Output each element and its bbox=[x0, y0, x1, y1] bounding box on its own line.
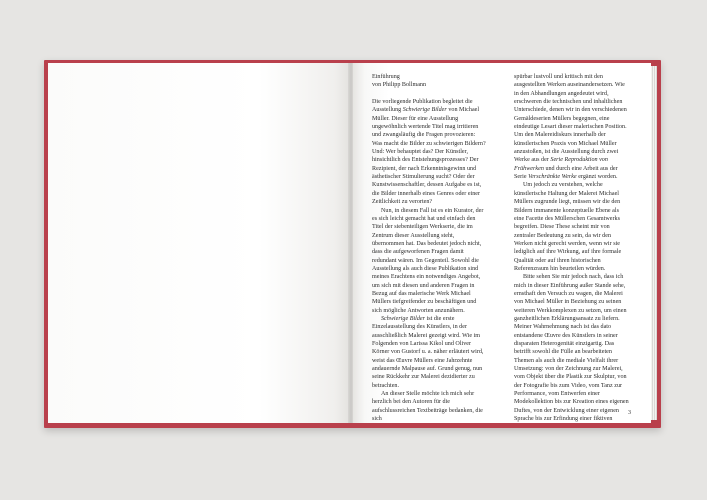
series-title: Serie Reproduktion von Frühwerken bbox=[514, 157, 608, 172]
exhibition-title: Schwierige Bilder bbox=[381, 315, 426, 322]
paragraph: An dieser Stelle möchte ich mich sehr herzlich bei den Autoren für die aufschlussreichen Textbeiträge bedanken, die sich bbox=[372, 391, 483, 423]
heading-author: von Philipp Bollmann bbox=[372, 82, 427, 89]
text-column-left bbox=[372, 73, 487, 423]
series-title: Verschränkte Werke bbox=[528, 174, 577, 181]
page-number: 3 bbox=[628, 410, 631, 416]
paragraph: Bitte sehen Sie mir jedoch nach, dass ich mich in dieser Einführung außer Stande sehe, ernsthaft den Versuch zu wagen, die Malerei von Michael Müller in Beziehung zu seinen weiteren Werkkomplexen zu setzen, um einen ganzheitlichen Erklärungsansatz zu liefern. Meiner Wahrnehmung nach ist das dato entstandene Œuvre des Künstlers in seiner disparaten Heterogenität einzigartig. Das betrifft sowohl die Fülle an bearbeiteten Themen als auch die mediale Vielfalt ihrer Umsetzung: von der Zeichnung zur Malerei, vom Objekt über die Plastik zur Skulptur, von der Fotografie bis zum Video, vom Tanz zur Performance, vom Entwerfen einer Modekollektion bis zur Kreation eines eigenen Duftes, von der Entwicklung einer eigenen Sprache bis zur Erfindung einer fiktiven bbox=[514, 274, 629, 423]
paragraph: Schwierige Bilder ist die erste Einzelausstellung des Künstlers, in der ausschließlich Malerei gezeigt wird. Wie im Folgenden von Larissa Kikol und Oliver Körner von Gustorf u. a. näher erläutert wird, weist das Œuvre Müllers eine Jahrzehnte andauernde Malpause auf. Grund genug, nun seine Rückkehr zur Malerei dezidierter zu betrachten. bbox=[372, 315, 484, 389]
paragraph: Die vorliegende Publikation begleitet die Ausstellung Schwierige Bilder von Michael Müller. Dieser für eine Ausstellung ungewöhnlich wertende Titel mag irritieren und zwangsläufig die Fragen provozieren: Was macht die Bilder zu schwierigen Bildern? Und: Wer behauptet das? Der Künstler, hinsichtlich des Entstehungsprozesses? Der Rezipient, der nach Erkenntnisgewinn und ästhetischer Stimulierung sucht? Oder der Kunstwissenschaftler, dessen Aufgabe es ist, die Bilder innerhalb eines Genres oder einer Zeitlichkeit zu verorten? bbox=[372, 99, 486, 206]
paragraph: spürbar lustvoll und kritisch mit den ausgestellten Werken auseinandersetzen. Wie in den Abhandlungen angedeutet wird, erschweren die technischen und inhaltlichen Unterschiede, denen wir in den verschiedenen Gemäldeserien Müllers begegnen, eine eindeutige Lesart dieser malerischen Position. Um den Malereidiskurs innerhalb der künstlerischen Praxis von Michael Müller anzustoßen, ist die Ausstellung durch zwei Werke aus der Serie Reproduktion von Frühwerken und durch eine Arbeit aus der Serie Verschränkte Werke ergänzt worden. bbox=[514, 74, 627, 181]
essay-heading bbox=[372, 73, 487, 90]
text-column-right bbox=[514, 73, 629, 423]
exhibition-title: Schwierige Bilder bbox=[402, 107, 447, 114]
page-edges bbox=[651, 66, 657, 420]
paragraph: Nun, in diesem Fall ist es ein Kurator, der es sich leicht gemacht hat und einfach den Titel der siebenteiligen Werkserie, die im Zentrum dieser Ausstellung steht, übernommen hat. Das bedeutet jedoch nicht, dass die aufgeworfenen Fragen damit redundant wären. Im Gegenteil. Sowohl die Ausstellung als auch diese Publikation sind meines Erachtens ein notwendiges Angebot, um sich mit diesen und anderen Fragen in Bezug auf das malerische Werk Michael Müllers tiefgreifender zu beschäftigen und sich mögliche Antworten anzunähern. bbox=[372, 207, 484, 314]
paragraph: Um jedoch zu verstehen, welche künstlerische Haltung der Malerei Michael Müllers zugrunde liegt, müssen wir die den Bildern immanente konzeptuelle Ebene als eine Facette des Müllerschen Gesamtwerks begreifen. Diese These scheint mir von zentraler Bedeutung zu sein, da wir den Werken nicht gerecht werden, wenn wir sie lediglich auf ihre Wirkung, auf ihre formale Qualität oder auf ihren historischen Referenzraum hin beurteilen würden. bbox=[514, 182, 622, 272]
blank-left-page bbox=[48, 63, 350, 423]
heading-title: Einführung bbox=[372, 74, 400, 80]
